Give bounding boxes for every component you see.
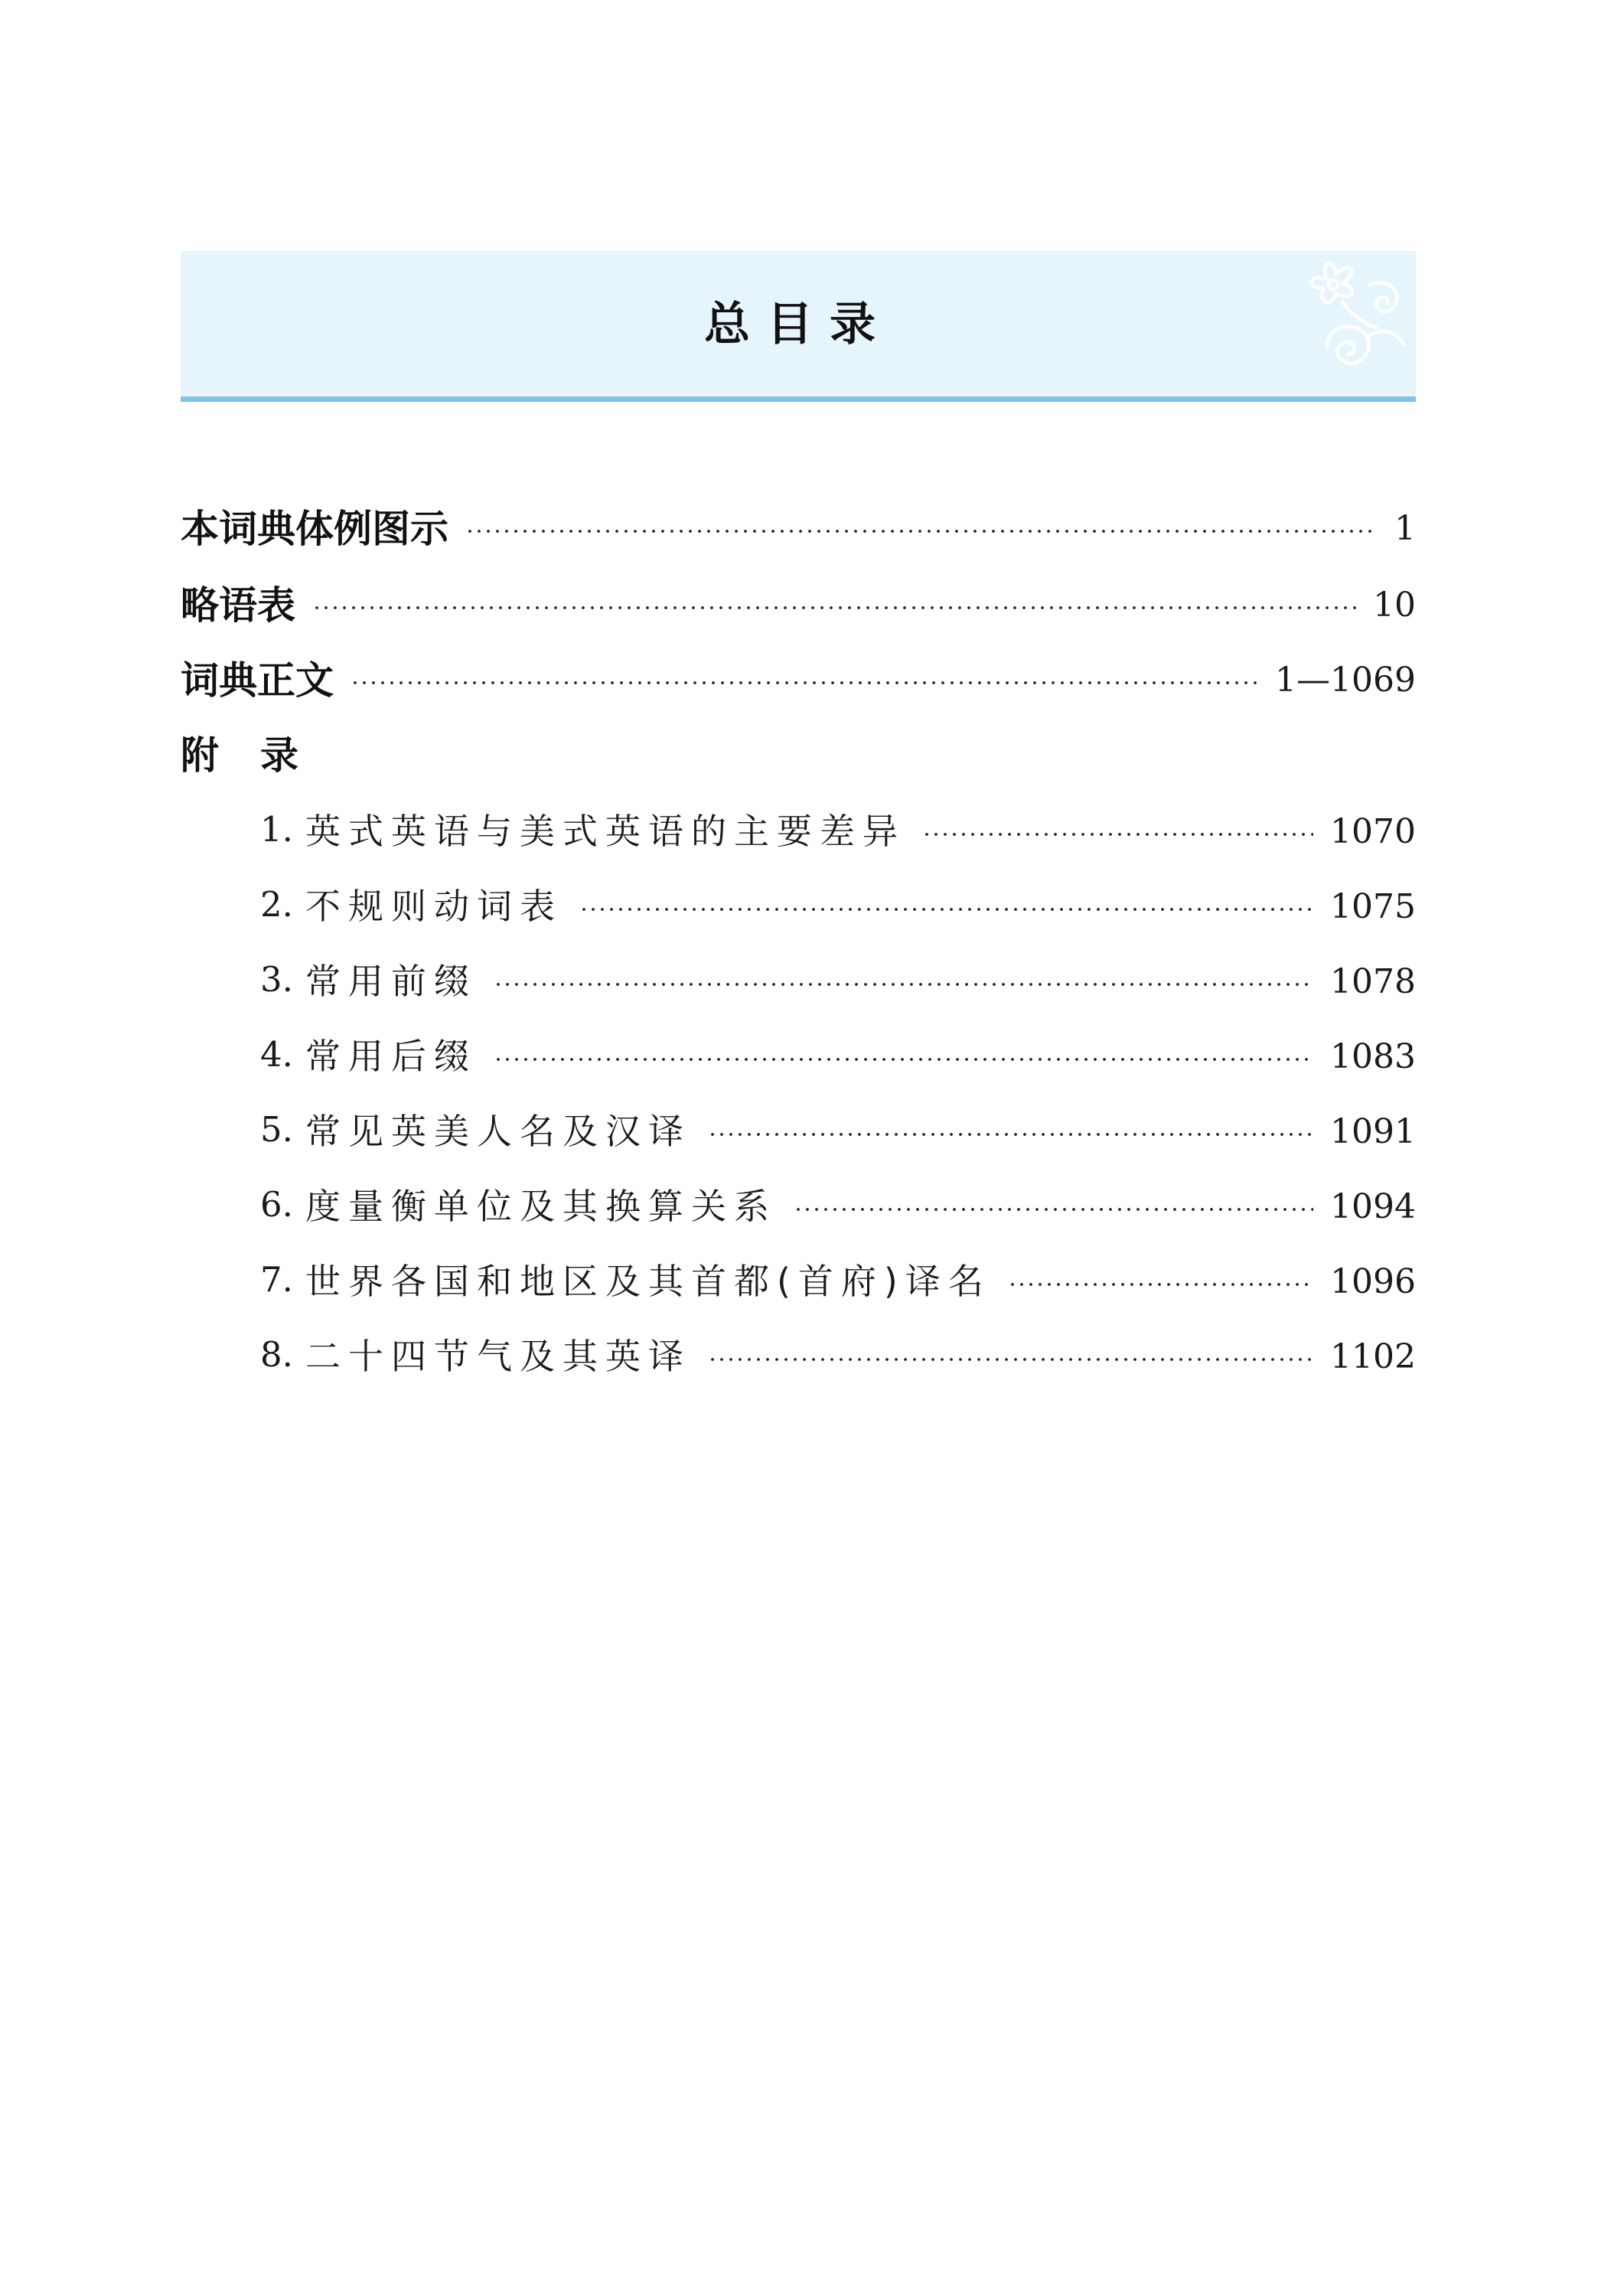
- dot-leader: [351, 680, 1258, 685]
- appendix-entry[interactable]: [260, 877, 1416, 931]
- appendix-entry-page: 1078: [1330, 961, 1416, 1001]
- toc-entry-page: 10: [1373, 585, 1416, 625]
- appendix-entry-page: 1091: [1330, 1111, 1416, 1151]
- title-banner: [181, 251, 1416, 402]
- appendix-entry[interactable]: [260, 1252, 1416, 1306]
- appendix-entry-number: 2.: [260, 883, 293, 925]
- appendix-entry-page: 1096: [1330, 1261, 1416, 1301]
- appendix-entry-number: 1.: [260, 808, 293, 850]
- toc-entry[interactable]: [181, 576, 1416, 629]
- appendix-entry[interactable]: [260, 952, 1416, 1006]
- appendix-entry-page: 1075: [1330, 886, 1416, 926]
- appendix-entry[interactable]: [260, 1102, 1416, 1156]
- toc-entry[interactable]: [181, 499, 1416, 553]
- appendix-entry-number: 4.: [260, 1033, 293, 1075]
- toc-entry-page: 1—1069: [1275, 660, 1416, 700]
- dot-leader: [1008, 1282, 1313, 1287]
- appendix-entry[interactable]: [260, 1027, 1416, 1081]
- toc-entry-page: 1: [1394, 508, 1416, 548]
- appendix-heading: 附录: [181, 733, 340, 778]
- dot-leader: [794, 1207, 1313, 1212]
- appendix-entry-title: 二十四节气及其英译: [305, 1336, 691, 1377]
- appendix-heading-line: [181, 726, 1416, 779]
- appendix-entry-number: 7.: [260, 1258, 293, 1300]
- appendix-entry-number: 3.: [260, 958, 293, 1000]
- dot-leader: [708, 1357, 1313, 1362]
- dot-leader: [494, 982, 1313, 987]
- appendix-entry-title: 英式英语与美式英语的主要差异: [305, 811, 905, 852]
- appendix-entry-title: 世界各国和地区及其首都(首府)译名: [305, 1261, 991, 1302]
- dot-leader: [494, 1057, 1313, 1062]
- toc-entry-title: 词典正文: [181, 658, 334, 703]
- appendix-entry-number: 8.: [260, 1333, 293, 1375]
- appendix-entry-title: 常用后缀: [305, 1036, 477, 1077]
- toc-entry-title: 略语表: [181, 583, 295, 628]
- toc-entry-title: 本词典体例图示: [181, 507, 448, 551]
- appendix-entry-page: 1102: [1330, 1336, 1416, 1376]
- appendix-entry-page: 1070: [1330, 811, 1416, 851]
- toc-entry[interactable]: [181, 651, 1416, 704]
- dot-leader: [708, 1132, 1313, 1137]
- appendix-entry[interactable]: [260, 1177, 1416, 1231]
- appendix-entry-title: 常见英美人名及汉译: [305, 1111, 691, 1152]
- dot-leader: [579, 907, 1313, 912]
- dot-leader: [465, 529, 1378, 534]
- appendix-entry-number: 6.: [260, 1183, 293, 1225]
- appendix-entry-title: 常用前缀: [305, 961, 477, 1002]
- appendix-entry[interactable]: [260, 802, 1416, 856]
- appendix-entry-number: 5.: [260, 1108, 293, 1150]
- dot-leader: [312, 605, 1356, 610]
- page-title: 总目录: [704, 298, 892, 351]
- appendix-entry-page: 1083: [1330, 1036, 1416, 1076]
- appendix-entry-title: 度量衡单位及其换算关系: [305, 1186, 777, 1227]
- appendix-entry[interactable]: [260, 1327, 1416, 1381]
- appendix-entry-title: 不规则动词表: [305, 886, 563, 927]
- appendix-entry-page: 1094: [1330, 1186, 1416, 1226]
- dot-leader: [922, 832, 1313, 837]
- flower-swirl-icon: [1296, 254, 1411, 396]
